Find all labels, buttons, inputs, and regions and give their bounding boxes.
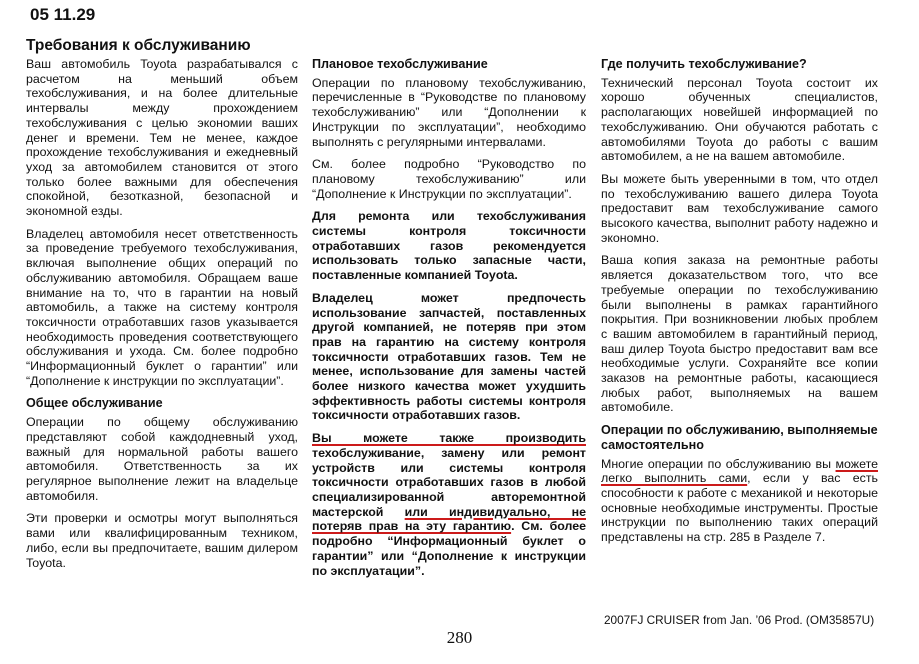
toyota-parts-paragraph: Для ремонта или техобслуживания системы контроля токсичности отработавших газов рекомендуется использовать только запасные части, поставленные компанией Toyota. — [312, 209, 586, 283]
self-maintenance-paragraph — [601, 457, 878, 545]
general-maintenance-paragraph: Операции по общему обслуживанию представляют собой каждодневный уход, важный для нормальной работы вашего автомобиля. Ответственность за их регулярное выполнение лежит на владельце автомобиля. — [26, 415, 298, 503]
page-title: Требования к обслуживанию — [26, 37, 251, 54]
underlined-phrase: Вы можете также производить — [312, 431, 586, 446]
underlined-phrase: или индивидуально, не потеряв прав на эту гарантию — [312, 504, 586, 534]
other-parts-paragraph: Владелец может предпочесть использование запчастей, поставленных другой компанией, не потеряв при этом прав на гарантию на систему контроля токсичности отработавших газов. Тем не менее, использование для замены частей более низкого качества может ухудшить эффективность работы системы контроля токсичности отработавших газов. — [312, 290, 586, 423]
column-2 — [312, 57, 586, 586]
planned-maintenance-heading: Плановое техобслуживание — [312, 57, 488, 71]
planned-reference-paragraph: См. более подробно “Руководство по плановому техобслуживанию” или “Дополнение к Инструкции по эксплуатации”. — [312, 157, 586, 201]
footer-text: 2007FJ CRUISER from Jan. ’06 Prod. (OM35857U) — [604, 613, 875, 627]
planned-maintenance-paragraph: Операции по плановому техобслуживанию, перечисленные в “Руководстве по плановому техобслуживанию” или “Дополнении к Инструкции по эксплуатации”, необходимо выполнять с регулярными интервалами. — [312, 75, 586, 149]
warranty-text: техобслуживание, замену или ремонт устройств или системы контроля токсичности отработавших газов в любой специализированной авторемонтной мастерской — [312, 445, 586, 519]
section-code: 05 11.29 — [30, 5, 96, 24]
where-service-heading: Где получить техобслуживание? — [601, 57, 807, 71]
self-maintenance-heading: Операции по обслуживанию, выполняемые самостоятельно — [601, 423, 878, 452]
general-maintenance-heading: Общее обслуживание — [26, 396, 163, 411]
owner-responsibility-paragraph: Владелец автомобиля несет ответственность за проведение требуемого техобслуживания, включая выполнение общих операций по обслуживанию автомобиля. Обращаем ваше внимание на то, что в гарантии на новый автомобиль, а также на систему контроля токсичности отработавших газов указывается необходимость проведения соответствующего обслуживания и ухода. См. более подробно “Информационный буклет о гарантии” или “Дополнение к инструкции по эксплуатации”. — [26, 226, 298, 388]
warranty-paragraph — [312, 431, 586, 578]
dealer-paragraph: Вы можете быть уверенными в том, что отдел по техобслуживанию вашего дилера Toyota предоставит вам техобслуживание самого высокого качества, выполнит работу надежно и экономно. — [601, 171, 878, 245]
repair-order-paragraph: Ваша копия заказа на ремонтные работы является доказательством того, что все требуемые операции по техобслуживанию были выполнены в рамках гарантийного покрытия. При возникновении любых проблем с вашим автомобилем в гарантийный период, ваш дилер Toyota быстро предоставит вам все необходимые услуги. Сохраняйте все копии заказов на ремонтные работы, касающиеся любых работ, выполняемых на вашем автомобиле. — [601, 253, 878, 415]
page-number: 280 — [446, 628, 473, 647]
checks-paragraph: Эти проверки и осмотры могут выполняться вами или квалифицированным техником, либо, если вы предпочитаете, вашим дилером Toyota. — [26, 511, 298, 570]
personnel-paragraph: Технический персонал Toyota состоит их хорошо обученных специалистов, располагающих новейшей информацией по техобслуживанию. Они обучаются работать с автомобилями Toyota до работы с вашим автомобилем, а не на вашем автомобиле. — [601, 75, 878, 164]
column-3 — [601, 57, 878, 553]
self-text: Многие операции по обслуживанию вы — [601, 456, 836, 471]
self-text-end: , если у вас есть способности к работе с механикой и некоторые основные необходимые инструменты. Простые инструкции по выполнению таких операций представлены на стр. 285 в Разделе 7. — [601, 471, 878, 545]
warranty-text-end: . См. более подробно “Информационный буклет о гарантии” или “Дополнение к инструкции по эксплуатации”. — [312, 519, 586, 578]
intro-paragraph: Ваш автомобиль Toyota разрабатывался с расчетом на меньший объем техобслуживания, и на более длительные интервалы между прохождением техобслуживания с целью экономии ваших денег и времени. Тем не менее, каждое прохождение техобслуживания и ежедневный уход за автомобилем становится от этого только более важными для обеспечения спокойной, безотказной, безопасной и экономной езды. — [26, 57, 298, 219]
column-1 — [26, 57, 298, 578]
underlined-phrase: можете легко выполнить сами — [601, 456, 878, 486]
